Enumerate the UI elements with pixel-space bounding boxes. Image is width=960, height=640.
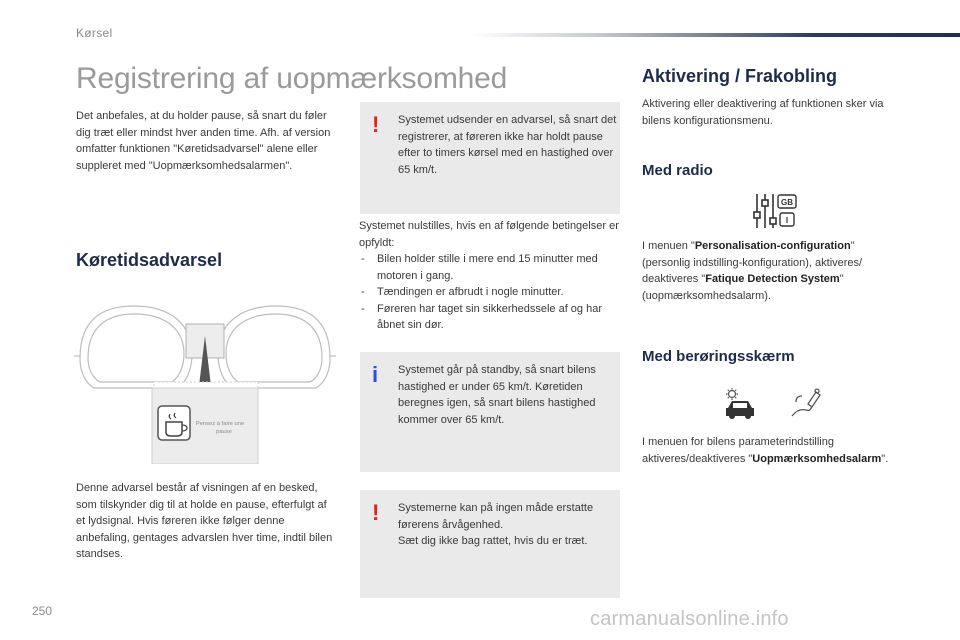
warning-note-2 [360, 490, 620, 598]
badge-i: I [785, 216, 789, 225]
intro-paragraph: Det anbefales, at du holder pause, så snart du føler dig træt eller mindst hver anden time. Afh. af version omfatter funktionen "Køretidsadvarsel" alene eller suppleret med "Uopmærksomhedsalarmen". [76, 110, 331, 172]
warning-note-2-text [398, 500, 618, 550]
section-label: Kørsel [76, 26, 113, 40]
info-note [360, 352, 620, 472]
badge-gb: GB [781, 198, 793, 207]
radio-heading: Med radio [642, 162, 713, 179]
radio-menu-name: Personalisation-configuration [694, 240, 851, 252]
warning-note-2-line-1: Systemerne kan på ingen måde erstatte førerens årvågenhed. [398, 502, 594, 531]
list-item: - Tændingen er afbrudt i nogle minutter. [359, 284, 621, 301]
info-icon: i [372, 362, 379, 387]
warning-note-1 [360, 102, 620, 214]
steering-touch-icon [790, 386, 824, 420]
koretid-description: Denne advarsel består af visningen af en besked, som tilskynder dig til at holde en pause, efterfulgt af et lydsignal. Hvis føreren ikke følger denne anbefaling, gentages advarslen hver time, indtil bilen standses. [76, 482, 333, 560]
radio-option-name: Fatique Detection System [705, 273, 840, 285]
watermark: carmanualsonline.info [590, 608, 789, 630]
panel-text-1: Pensez à faire une [195, 421, 245, 427]
radio-text: I menuen "Personalisation-configuration" (personlig indstilling-konfiguration), aktiveres/ deaktiveres "Fatique Detection System" (uopmærksomhedsalarm). [642, 240, 863, 302]
activation-text: Aktivering eller deaktivering af funktionen sker via bilens konfigurationsmenu. [642, 98, 884, 127]
touch-option-name: Uopmærksomhedsalarm [752, 452, 882, 465]
page-number: 250 [32, 604, 53, 618]
car-settings-icon [722, 386, 758, 420]
coffee-icon-frame [158, 406, 190, 440]
header-rule [470, 33, 960, 37]
panel-text-2: pause [216, 429, 232, 435]
settings-sliders-icon [752, 192, 798, 230]
reset-intro: Systemet nulstilles, hvis en af følgende betingelser er opfyldt: [359, 220, 619, 249]
touch-heading: Med berøringsskærm [642, 348, 795, 365]
warning-icon: ! [372, 112, 380, 137]
activation-heading: Aktivering / Frakobling [642, 66, 838, 86]
dashboard-illustration [74, 296, 336, 464]
info-note-text: Systemet går på standby, så snart bilens hastighed er under 65 km/t. Køretiden beregnes igen, så snart bilens hastighed kommer over 65 km/t. [398, 364, 596, 426]
warning-note-1-text: Systemet udsender en advarsel, så snart det registrerer, at føreren ikke har holdt pause efter to timers kørsel med en hastighed over 65 km/t. [398, 114, 617, 176]
touch-text: I menuen for bilens parameterindstilling aktiveres/deaktiveres "Uopmærksomhedsalarm". [642, 436, 889, 465]
reset-conditions-list [359, 251, 621, 334]
page-title: Registrering af uopmærksomhed [76, 62, 508, 95]
warning-note-2-line-2: Sæt dig ikke bag rattet, hvis du er træt. [398, 535, 588, 547]
list-item: - Føreren har taget sin sikkerhedssele af og har åbnet sin dør. [359, 301, 621, 334]
koretid-heading: Køretidsadvarsel [76, 250, 223, 270]
warning-icon: ! [372, 500, 380, 525]
list-item: - Bilen holder stille i mere end 15 minutter med motoren i gang. [359, 251, 621, 284]
